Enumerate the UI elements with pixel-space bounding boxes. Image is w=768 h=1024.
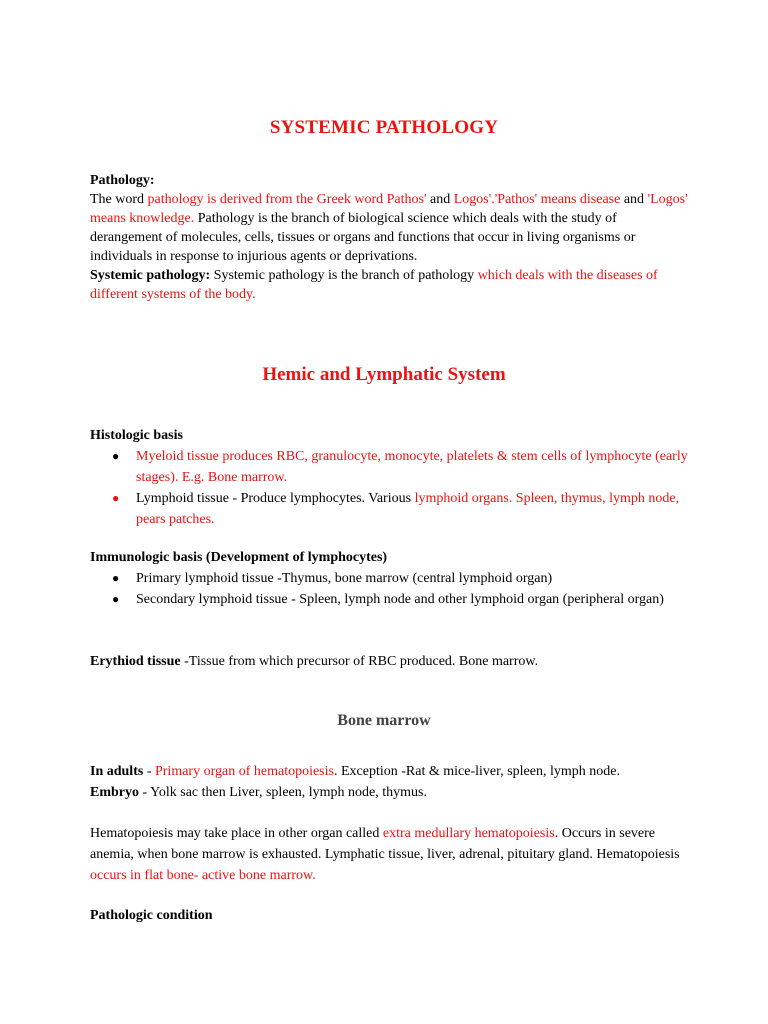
section-title-hemic: Hemic and Lymphatic System: [262, 364, 506, 385]
list-item: [90, 589, 690, 610]
highlight-text: which deals with the diseases of different systems of the body.: [90, 268, 658, 302]
text-run: Systemic pathology is the branch of pathology: [210, 268, 478, 283]
pathology-definition: [90, 190, 690, 266]
highlight-text: 'Logos' means knowledge.: [90, 192, 688, 226]
histologic-section: [90, 425, 690, 530]
immunologic-list: [90, 568, 690, 610]
list-item: [90, 568, 690, 589]
text-run: and: [426, 192, 454, 207]
text-run: . Occurs in severe anemia, when bone marrow is exhausted. Lymphatic tissue, liver, adrenal, pituitary gland. Hematopoiesis: [90, 826, 680, 862]
section-title-bone-marrow: Bone marrow: [337, 712, 431, 729]
adults-line: [90, 761, 690, 782]
text-run: Hematopoiesis may take place in other organ called: [90, 826, 383, 841]
adults-label: In adults: [90, 764, 144, 779]
erythiod-section: [90, 651, 690, 672]
list-item-text: Secondary lymphoid tissue - Spleen, lymph node and other lymphoid organ (peripheral organ): [136, 592, 664, 607]
list-item: [90, 446, 690, 488]
embryo-line: [90, 782, 690, 803]
highlight-text: 'Pathos' means disease: [494, 192, 621, 207]
histologic-list: [90, 446, 690, 530]
bullet-icon: ●: [112, 449, 120, 463]
pathologic-condition-heading: Pathologic condition: [90, 908, 213, 923]
highlight-text: lymphoid organs. Spleen, thymus, lymph node, pears patches.: [136, 491, 680, 527]
text-run: -Tissue from which precursor of RBC produced. Bone marrow.: [180, 654, 539, 669]
text-run: -: [143, 764, 155, 779]
erythiod-label: Erythiod tissue: [90, 654, 181, 669]
text-run: . Exception -Rat & mice-liver, spleen, lymph node.: [333, 764, 620, 779]
immunologic-heading: Immunologic basis (Development of lymphocytes): [90, 550, 388, 565]
intro-section: [90, 171, 690, 304]
list-item: [90, 488, 690, 530]
bone-marrow-section: [90, 761, 690, 803]
text-run: and: [620, 192, 648, 207]
bullet-icon: ●: [112, 592, 120, 606]
highlight-text: extra medullary hematopoiesis: [382, 826, 555, 841]
text-run: - Yolk sac then Liver, spleen, lymph node, thymus.: [139, 785, 427, 800]
highlight-text: Logos'.: [453, 192, 495, 207]
systemic-pathology-label: Systemic pathology:: [90, 268, 211, 283]
text-run: Pathology is the branch of biological science which deals with the study of derangement of molecules, cells, tissues or organs and functions that occur in living organisms or individuals in response to injurious agents or deprivations.: [90, 211, 636, 264]
bullet-icon: ●: [112, 571, 120, 585]
systemic-pathology-definition: [90, 266, 690, 304]
list-item-text: Primary lymphoid tissue -Thymus, bone marrow (central lymphoid organ): [136, 571, 553, 586]
list-item-text: Lymphoid tissue - Produce lymphocytes. Various: [136, 491, 415, 506]
document-title: SYSTEMIC PATHOLOGY: [269, 117, 499, 138]
pathology-heading: Pathology:: [90, 173, 155, 188]
highlight-text: occurs in flat bone- active bone marrow.: [90, 868, 316, 883]
list-item-text: Myeloid tissue produces RBC, granulocyte, monocyte, platelets & stem cells of lymphocyte (early stages). E.g. Bone marrow.: [136, 449, 688, 485]
immunologic-section: [90, 547, 690, 610]
bullet-icon: ●: [112, 491, 120, 505]
text-run: The word: [90, 192, 148, 207]
highlight-text: Primary organ of hematopoiesis: [154, 764, 334, 779]
pathologic-condition-section: [90, 905, 690, 926]
histologic-heading: Histologic basis: [90, 428, 183, 443]
embryo-label: Embryo: [90, 785, 139, 800]
highlight-text: pathology is derived from the Greek word Pathos': [147, 192, 427, 207]
hematopoiesis-paragraph: [90, 823, 690, 886]
